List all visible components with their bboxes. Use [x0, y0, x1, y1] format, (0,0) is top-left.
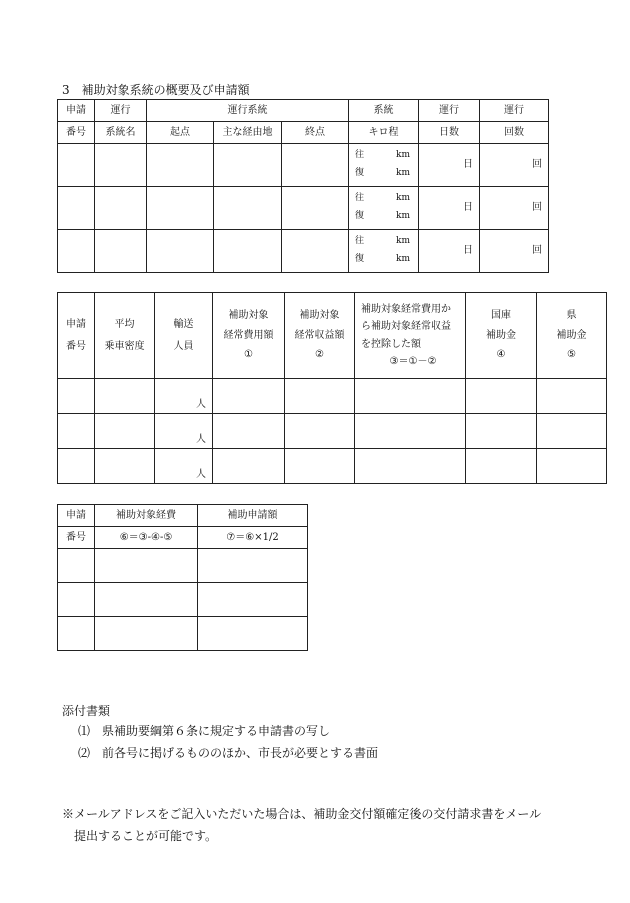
header-route-name: 運行	[95, 100, 147, 122]
times-unit: 回	[532, 159, 543, 171]
note-line-1: ※メールアドレスをご記入いただいた場合は、補助金交付額確定後の交付請求書をメール	[62, 807, 542, 821]
header-national	[466, 293, 537, 379]
header-line: ①	[244, 349, 253, 361]
table-row	[58, 449, 607, 484]
cell-cost[interactable]	[213, 379, 285, 414]
header-apply-number	[58, 293, 95, 379]
cell-apply[interactable]	[58, 230, 95, 273]
table-row	[58, 549, 308, 583]
cell-apply[interactable]	[58, 583, 95, 617]
cell-transport[interactable]	[155, 414, 213, 449]
table-row	[58, 583, 308, 617]
header-line: 申請	[66, 319, 86, 330]
header-line: ②	[315, 349, 324, 361]
attachment-item-2: ⑵ 前各号に掲げるもののほか、市長が必要とする書面	[78, 746, 379, 760]
person-unit: 人	[196, 398, 206, 410]
cell-apply[interactable]	[58, 379, 95, 414]
header-km: 系統	[349, 100, 419, 122]
cell-expense[interactable]	[95, 549, 198, 583]
table-row	[58, 187, 549, 230]
cost-table	[57, 292, 607, 484]
cell-times[interactable]	[480, 230, 549, 273]
cell-end[interactable]	[282, 187, 349, 230]
attachments-title: 添付書類	[62, 704, 111, 718]
cell-apply[interactable]	[58, 549, 95, 583]
km-back-label: 復	[355, 211, 365, 221]
cell-km[interactable]	[349, 144, 419, 187]
header-line: 輸送	[173, 319, 194, 330]
cell-cost[interactable]	[213, 414, 285, 449]
cell-national[interactable]	[466, 449, 537, 484]
header-route-name-2: 系統名	[95, 122, 147, 144]
cell-apply[interactable]	[58, 187, 95, 230]
cell-apply[interactable]	[58, 144, 95, 187]
header-line: ③＝①－②	[389, 356, 437, 367]
cell-request[interactable]	[198, 549, 308, 583]
km-unit: km	[396, 254, 411, 264]
header-apply-number: 申請	[58, 505, 95, 527]
cell-density[interactable]	[95, 449, 155, 484]
cell-route-name[interactable]	[95, 144, 147, 187]
times-unit: 回	[532, 245, 543, 257]
header-cost	[213, 293, 285, 379]
table-row	[58, 379, 607, 414]
header-start: 起点	[147, 122, 214, 144]
header-route: 運行系統	[147, 100, 349, 122]
cell-diff[interactable]	[355, 414, 466, 449]
header-line: 平均	[114, 319, 135, 330]
km-unit: km	[396, 150, 411, 160]
cell-via[interactable]	[214, 144, 282, 187]
km-unit: km	[396, 236, 411, 246]
cell-km[interactable]	[349, 230, 419, 273]
header-revenue	[285, 293, 355, 379]
day-unit: 日	[463, 159, 474, 171]
km-back-label: 復	[355, 254, 365, 264]
header-expense-formula: ⑥＝③-④-⑤	[95, 527, 198, 549]
table-row	[58, 617, 308, 651]
km-unit: km	[396, 211, 411, 221]
cell-pref[interactable]	[537, 414, 607, 449]
cell-revenue[interactable]	[285, 449, 355, 484]
header-apply-number-2: 番号	[58, 122, 95, 144]
table-row	[58, 144, 549, 187]
header-line: ら補助対象経常収益	[361, 321, 451, 332]
cell-times[interactable]	[480, 144, 549, 187]
cell-revenue[interactable]	[285, 414, 355, 449]
header-line: 乗車密度	[104, 340, 145, 352]
cell-request[interactable]	[198, 583, 308, 617]
day-unit: 日	[463, 202, 474, 214]
cell-apply[interactable]	[58, 617, 95, 651]
header-line: 補助対象	[228, 310, 269, 322]
cell-via[interactable]	[214, 187, 282, 230]
km-out-label: 往	[355, 236, 365, 246]
header-request: 補助申請額	[198, 505, 308, 527]
table-row	[58, 414, 607, 449]
cell-times[interactable]	[480, 187, 549, 230]
cell-diff[interactable]	[355, 379, 466, 414]
person-unit: 人	[196, 433, 206, 445]
times-unit: 回	[532, 202, 543, 214]
header-diff	[355, 293, 466, 379]
cell-route-name[interactable]	[95, 187, 147, 230]
cell-transport[interactable]	[155, 449, 213, 484]
header-request-formula: ⑦＝⑥×1/2	[198, 527, 308, 549]
day-unit: 日	[463, 245, 474, 257]
note-line-2: 提出することが可能です。	[74, 829, 218, 843]
header-density	[95, 293, 155, 379]
cell-via[interactable]	[214, 230, 282, 273]
cell-density[interactable]	[95, 414, 155, 449]
header-line: 補助対象	[299, 310, 340, 322]
cell-end[interactable]	[282, 144, 349, 187]
email-note	[62, 803, 602, 847]
header-km-2: キロ程	[349, 122, 419, 144]
cell-apply[interactable]	[58, 414, 95, 449]
cell-days[interactable]	[419, 187, 480, 230]
header-via: 主な経由地	[214, 122, 282, 144]
cell-pref[interactable]	[537, 449, 607, 484]
header-line: ⑤	[567, 349, 576, 361]
header-apply-number-2: 番号	[58, 527, 95, 549]
route-overview-table	[57, 99, 549, 273]
header-apply-number: 申請	[58, 100, 95, 122]
request-table	[57, 504, 308, 651]
table-row	[58, 230, 549, 273]
cell-request[interactable]	[198, 617, 308, 651]
header-line: 経常収益額	[294, 329, 345, 341]
cell-diff[interactable]	[355, 449, 466, 484]
header-line: ④	[496, 349, 506, 361]
header-line: 番号	[66, 340, 86, 352]
header-end: 終点	[282, 122, 349, 144]
cell-apply[interactable]	[58, 449, 95, 484]
km-unit: km	[396, 168, 411, 178]
cell-expense[interactable]	[95, 617, 198, 651]
km-back-label: 復	[355, 168, 365, 178]
header-line: を控除した額	[361, 338, 421, 350]
cell-start[interactable]	[147, 144, 214, 187]
cell-transport[interactable]	[155, 379, 213, 414]
header-transport	[155, 293, 213, 379]
km-out-label: 往	[355, 150, 365, 160]
cell-cost[interactable]	[213, 449, 285, 484]
header-line: 経常費用額	[223, 329, 274, 341]
cell-revenue[interactable]	[285, 379, 355, 414]
cell-start[interactable]	[147, 187, 214, 230]
cell-route-name[interactable]	[95, 230, 147, 273]
cell-national[interactable]	[466, 414, 537, 449]
header-line: 補助対象経常費用か	[361, 303, 451, 315]
person-unit: 人	[196, 468, 206, 480]
cell-pref[interactable]	[537, 379, 607, 414]
cell-end[interactable]	[282, 230, 349, 273]
header-line: 国庫	[491, 310, 511, 322]
section-title: 3 補助対象系統の概要及び申請額	[62, 83, 250, 97]
header-days: 運行	[419, 100, 480, 122]
km-unit: km	[396, 193, 411, 203]
cell-density[interactable]	[95, 379, 155, 414]
header-expense: 補助対象経費	[95, 505, 198, 527]
header-line: 人員	[173, 340, 194, 352]
header-line: 補助金	[486, 329, 516, 341]
cell-start[interactable]	[147, 230, 214, 273]
cell-days[interactable]	[419, 230, 480, 273]
cell-days[interactable]	[419, 144, 480, 187]
header-days-2: 日数	[419, 122, 480, 144]
header-line: 県	[566, 310, 577, 322]
header-line: 補助金	[556, 329, 587, 341]
cell-expense[interactable]	[95, 583, 198, 617]
header-times-2: 回数	[480, 122, 549, 144]
header-times: 運行	[480, 100, 549, 122]
cell-km[interactable]	[349, 187, 419, 230]
cell-national[interactable]	[466, 379, 537, 414]
header-pref	[537, 293, 607, 379]
attachment-item-1: ⑴ 県補助要綱第６条に規定する申請書の写し	[78, 724, 331, 738]
km-out-label: 往	[355, 193, 365, 203]
